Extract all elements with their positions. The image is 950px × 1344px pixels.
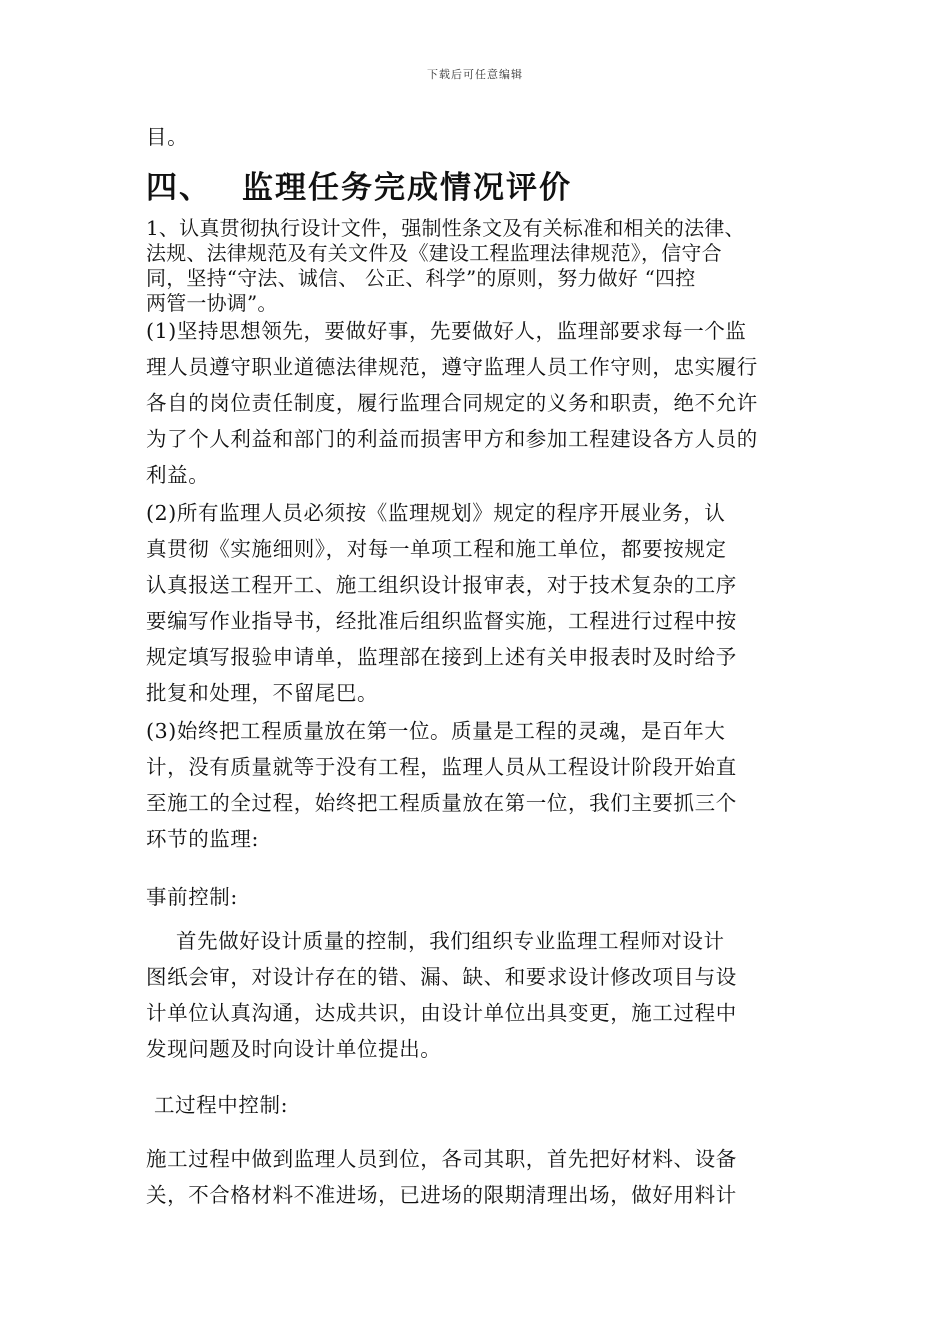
text-line: 施工过程中做到监理人员到位，各司其职，首先把好材料、设备 [146, 1147, 737, 1171]
text-line: 批复和处理，不留尾巴。 [146, 681, 379, 705]
section-heading [146, 162, 572, 207]
text-line: 两管一协调”。 [146, 291, 278, 315]
text-line: 工过程中控制: [154, 1093, 289, 1117]
text-line: 首先做好设计质量的控制，我们组织专业监理工程师对设计 [176, 929, 725, 953]
text-line: 图纸会审，对设计存在的错、漏、缺、和要求设计修改项目与设 [146, 965, 737, 989]
text-line: 计，没有质量就等于没有工程，监理人员从工程设计阶段开始直 [146, 755, 737, 779]
text-line: 理人员遵守职业道德法律规范，遵守监理人员工作守则，忠实履行 [146, 355, 758, 379]
text-line: 发现问题及时向设计单位提出。 [146, 1037, 442, 1061]
text-line: 1、认真贯彻执行设计文件，强制性条文及有关标准和相关的法律、 [146, 216, 745, 240]
text-line: (3)始终把工程质量放在第一位。质量是工程的灵魂，是百年大 [146, 719, 726, 743]
text-line: 要编写作业指导书，经批准后组织监督实施，工程进行过程中按 [146, 609, 737, 633]
text-line: 目。 [146, 125, 189, 149]
text-line: 计单位认真沟通，达成共识，由设计单位出具变更，施工过程中 [146, 1001, 737, 1025]
text-line: 真贯彻《实施细则》，对每一单项工程和施工单位，都要按规定 [146, 537, 727, 561]
text-line: 为了个人利益和部门的利益而损害甲方和参加工程建设各方人员的 [146, 427, 758, 451]
text-line: 认真报送工程开工、施工组织设计报审表，对于技术复杂的工序 [146, 573, 737, 597]
section-number: 四、 [146, 170, 212, 206]
header-note: 下载后可任意编辑 [427, 68, 523, 81]
section-title: 监理任务完成情况评价 [242, 170, 572, 206]
text-line: 环节的监理: [146, 827, 260, 851]
text-line: 事前控制: [146, 885, 238, 909]
text-line: 各自的岗位责任制度，履行监理合同规定的义务和职责，绝不允许 [146, 391, 758, 415]
text-line: 同，坚持“守法、诚信、 公正、科学”的原则，努力做好 “四控 [146, 266, 696, 290]
text-line: (1)坚持思想领先，要做好事，先要做好人，监理部要求每一个监 [146, 319, 747, 343]
text-line: 至施工的全过程，始终把工程质量放在第一位，我们主要抓三个 [146, 791, 737, 815]
text-line: 法规、法律规范及有关文件及《建设工程监理法律规范》，信守合 [146, 241, 722, 265]
text-line: 利益。 [146, 463, 210, 487]
text-line: 关，不合格材料不准进场，已进场的限期清理出场，做好用料计 [146, 1183, 737, 1207]
text-line: (2)所有监理人员必须按《监理规划》规定的程序开展业务，认 [146, 501, 726, 525]
text-line: 规定填写报验申请单，监理部在接到上述有关申报表时及时给予 [146, 645, 737, 669]
